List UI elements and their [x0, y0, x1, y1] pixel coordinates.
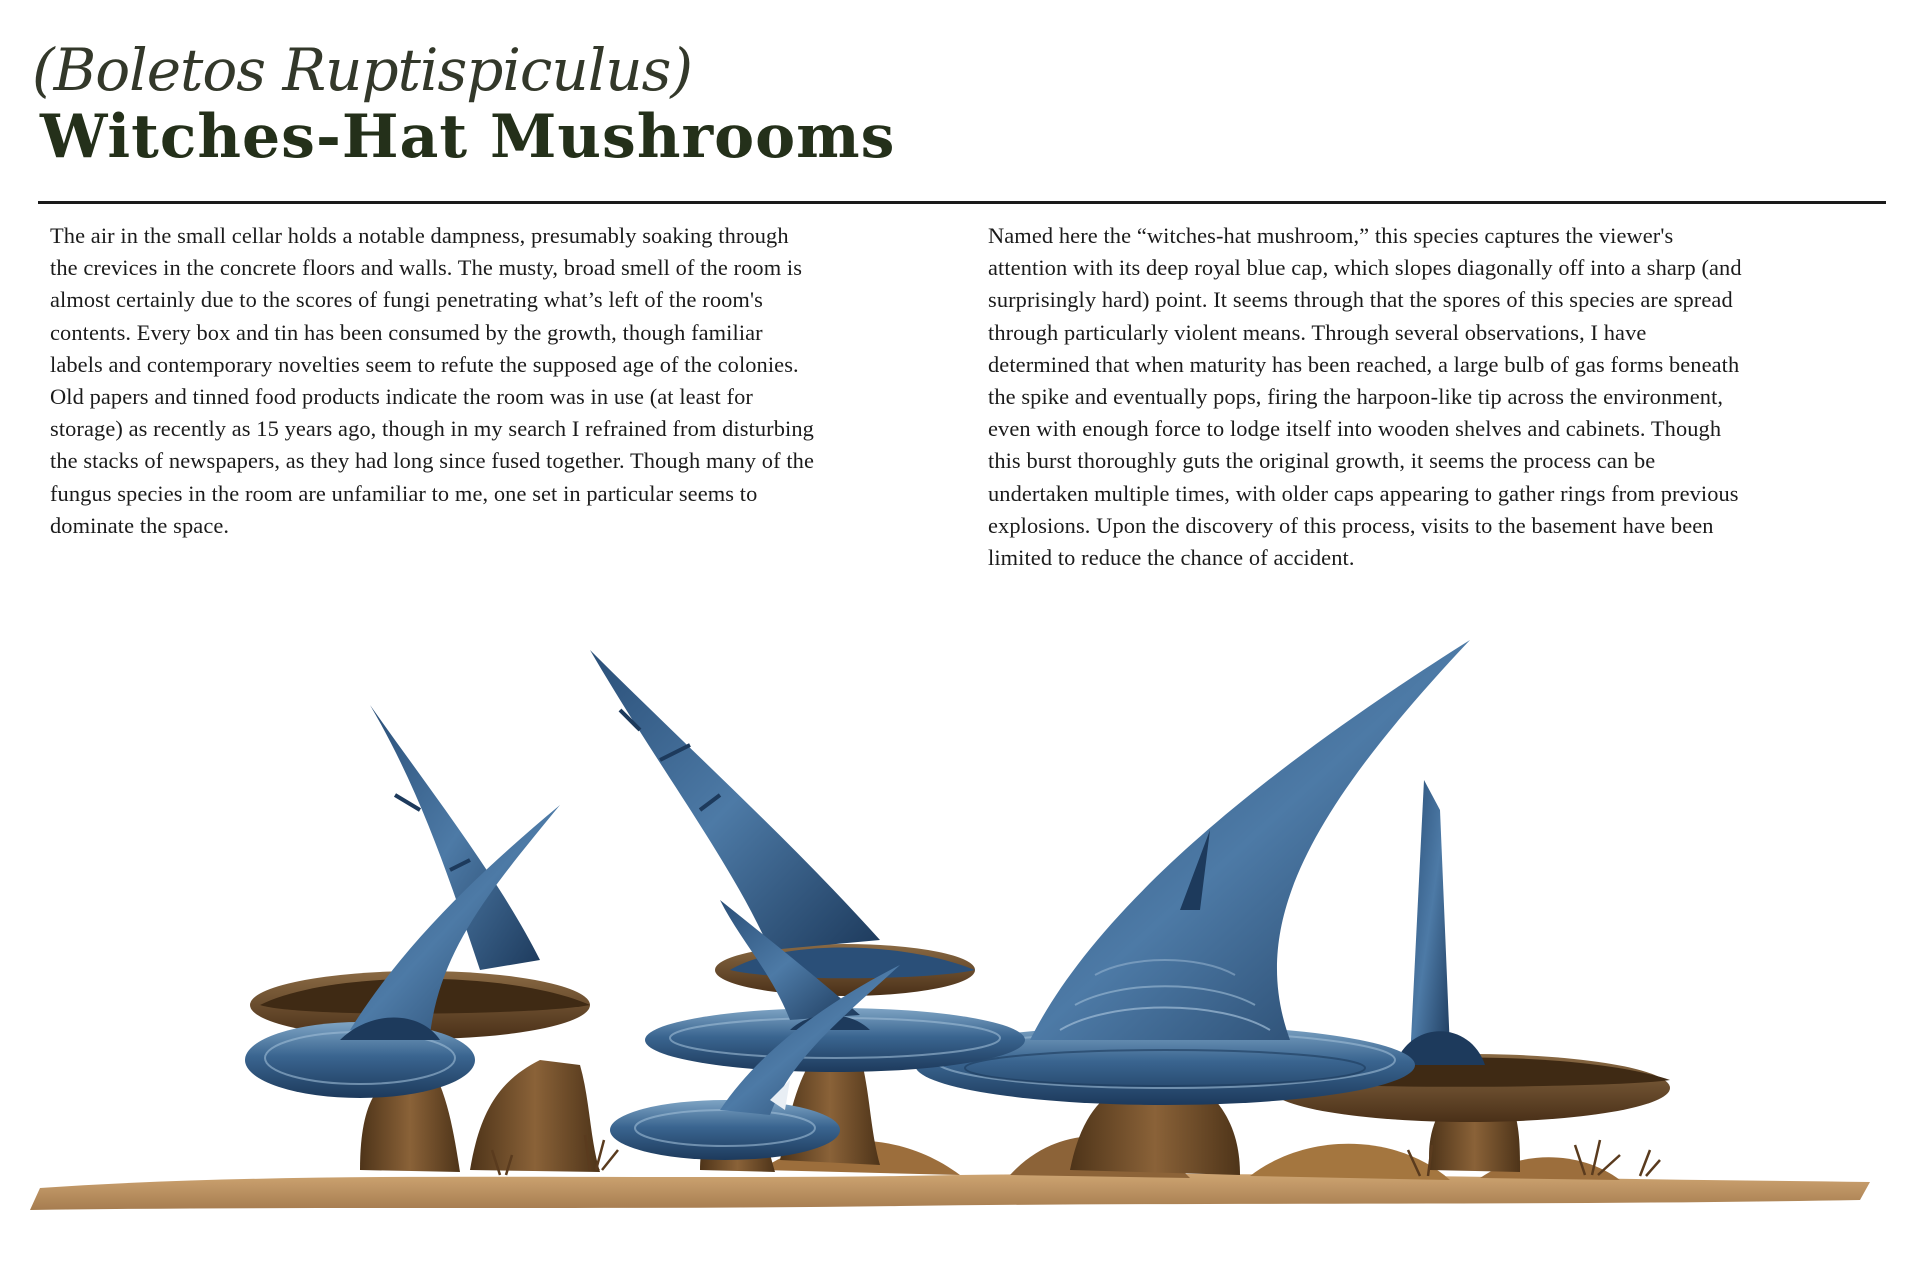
- right-text-line: attention with its deep royal blue cap, which slopes diagonally off into a sharp (and: [988, 255, 1742, 281]
- right-text-line: the spike and eventually pops, firing the harpoon-like tip across the environment,: [988, 384, 1724, 410]
- left-text-column: [50, 220, 950, 542]
- species-latin-name: (Boletos Ruptispiculus): [32, 36, 693, 104]
- right-text-line: this burst thoroughly guts the original growth, it seems the process can be: [988, 448, 1656, 474]
- page-title: Witches-Hat Mushrooms: [40, 102, 896, 172]
- left-text-line: almost certainly due to the scores of fungi penetrating what’s left of the room's: [50, 287, 763, 313]
- left-text-line: Old papers and tinned food products indicate the room was in use (at least for: [50, 384, 753, 410]
- right-text-line: limited to reduce the chance of accident.: [988, 545, 1355, 571]
- right-text-line: determined that when maturity has been reached, a large bulb of gas forms beneath: [988, 351, 1740, 377]
- right-text-line: Named here the “witches-hat mushroom,” this species captures the viewer's: [988, 223, 1674, 248]
- mushroom-illustration: [0, 610, 1920, 1260]
- right-text-column: [988, 220, 1888, 574]
- left-text-line: dominate the space.: [50, 512, 230, 538]
- mushroom-far-right: [1270, 780, 1670, 1172]
- right-text-line: through particularly violent means. Through several observations, I have: [988, 319, 1647, 345]
- left-text-line: storage) as recently as 15 years ago, though in my search I refrained from disturbing: [50, 416, 814, 442]
- header-divider: [38, 201, 1886, 204]
- left-text-line: The air in the small cellar holds a notable dampness, presumably soaking through: [50, 223, 789, 248]
- right-text-line: surprisingly hard) point. It seems through that the spores of this species are spread: [988, 287, 1733, 313]
- left-text-line: the crevices in the concrete floors and walls. The musty, broad smell of the room is: [50, 255, 803, 281]
- right-text-line: undertaken multiple times, with older caps appearing to gather rings from previous: [988, 480, 1739, 506]
- left-text-line: contents. Every box and tin has been consumed by the growth, though familiar: [50, 319, 763, 345]
- left-text-line: the stacks of newspapers, as they had long since fused together. Though many of the: [50, 448, 815, 474]
- right-text-line: explosions. Upon the discovery of this process, visits to the basement have been: [988, 512, 1714, 538]
- right-text-line: even with enough force to lodge itself into wooden shelves and cabinets. Though: [988, 416, 1722, 442]
- left-text-line: labels and contemporary novelties seem to refute the supposed age of the colonies.: [50, 351, 799, 377]
- left-text-line: fungus species in the room are unfamiliar to me, one set in particular seems to: [50, 480, 758, 506]
